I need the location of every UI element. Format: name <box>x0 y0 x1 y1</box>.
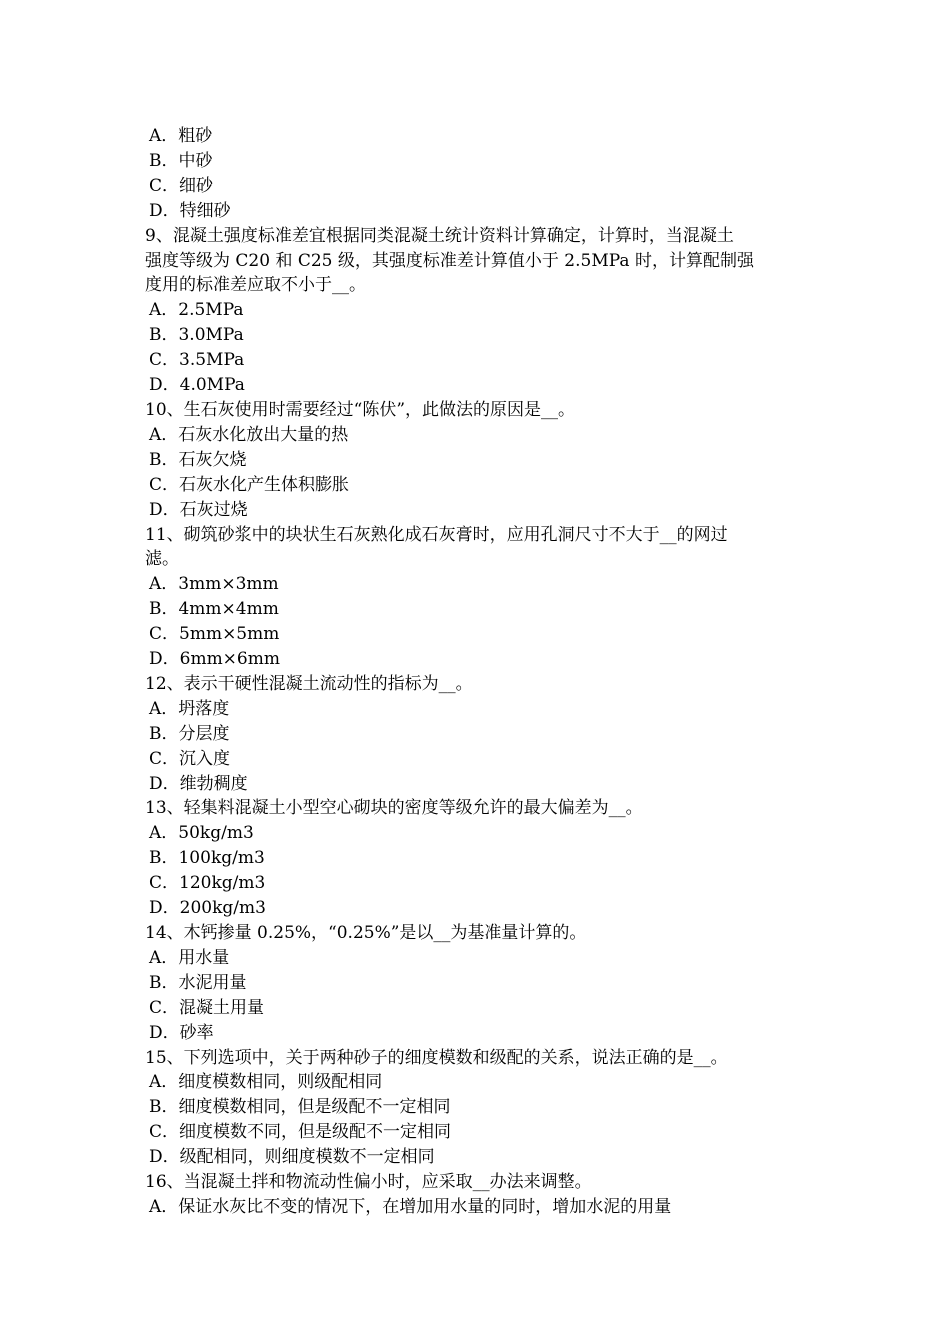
question-line: 强度等级为 C20 和 C25 级，其强度标准差计算值小于 2.5MPa 时，计算配制强 <box>145 250 754 271</box>
answer-option: B．4mm×4mm <box>149 599 279 620</box>
question-stem <box>145 1046 810 1071</box>
question-line: 13、轻集料混凝土小型空心砌块的密度等级允许的最大偏差为__。 <box>145 798 643 819</box>
answer-option: A．坍落度 <box>149 698 230 719</box>
answer-option: A．用水量 <box>149 947 230 968</box>
answer-option: D．特细砂 <box>149 200 231 221</box>
answer-option: C．石灰水化产生体积膨胀 <box>149 474 350 495</box>
answer-option: A．2.5MPa <box>149 300 244 321</box>
document-body <box>145 124 810 1220</box>
answer-option: D．砂率 <box>149 1022 214 1043</box>
answer-option: A．3mm×3mm <box>149 574 279 595</box>
question-line: 15、下列选项中，关于两种砂子的细度模数和级配的关系，说法正确的是__。 <box>145 1047 728 1068</box>
answer-option: C．5mm×5mm <box>149 624 280 645</box>
question-stem <box>145 224 810 299</box>
answer-option: C．细砂 <box>149 175 214 196</box>
question-stem <box>145 672 810 697</box>
answer-option: C．3.5MPa <box>149 350 245 371</box>
question-line: 14、木钙掺量 0.25%，“0.25%”是以__为基准量计算的。 <box>145 923 587 943</box>
question-stem <box>145 523 810 573</box>
answer-option: D．4.0MPa <box>149 375 245 396</box>
question-stem <box>145 796 810 821</box>
question-line: 16、当混凝土拌和物流动性偏小时，应采取__办法来调整。 <box>145 1172 592 1193</box>
answer-option: D．石灰过烧 <box>149 499 248 520</box>
answer-option: B．100kg/m3 <box>149 848 265 869</box>
answer-option: A．细度模数相同，则级配相同 <box>149 1072 383 1093</box>
answer-option: D．200kg/m3 <box>149 898 266 919</box>
answer-option: D．维勃稠度 <box>149 773 248 794</box>
question-line: 9、混凝土强度标准差宜根据同类混凝土统计资料计算确定，计算时，当混凝土 <box>145 225 734 246</box>
answer-option: B．细度模数相同，但是级配不一定相同 <box>149 1097 451 1118</box>
answer-option: A．50kg/m3 <box>149 823 254 844</box>
question-line: 度用的标准差应取不小于__。 <box>145 275 366 296</box>
answer-option: B．水泥用量 <box>149 972 247 993</box>
answer-option: B．石灰欠烧 <box>149 449 247 470</box>
question-line: 滤。 <box>145 549 179 570</box>
answer-option: C．沉入度 <box>149 748 231 769</box>
answer-option: C．细度模数不同，但是级配不一定相同 <box>149 1122 452 1143</box>
answer-option: A．保证水灰比不变的情况下，在增加用水量的同时，增加水泥的用量 <box>149 1196 672 1217</box>
question-line: 12、表示干硬性混凝土流动性的指标为__。 <box>145 673 473 694</box>
answer-option: B．3.0MPa <box>149 325 244 346</box>
question-stem <box>145 1170 810 1195</box>
answer-option: A．石灰水化放出大量的热 <box>149 424 349 445</box>
answer-option: B．分层度 <box>149 723 230 744</box>
answer-option: A．粗砂 <box>149 126 213 146</box>
answer-option: D．级配相同，则细度模数不一定相同 <box>149 1147 435 1168</box>
question-stem <box>145 921 810 946</box>
answer-option: B．中砂 <box>149 150 213 171</box>
answer-option: C．混凝土用量 <box>149 997 265 1018</box>
answer-option: C．120kg/m3 <box>149 873 266 894</box>
question-line: 11、砌筑砂浆中的块状生石灰熟化成石灰膏时，应用孔洞尺寸不大于__的网过 <box>145 524 728 545</box>
question-line: 10、生石灰使用时需要经过“陈伏”，此做法的原因是__。 <box>145 399 576 420</box>
answer-option: D．6mm×6mm <box>149 649 280 670</box>
question-stem <box>145 398 810 423</box>
